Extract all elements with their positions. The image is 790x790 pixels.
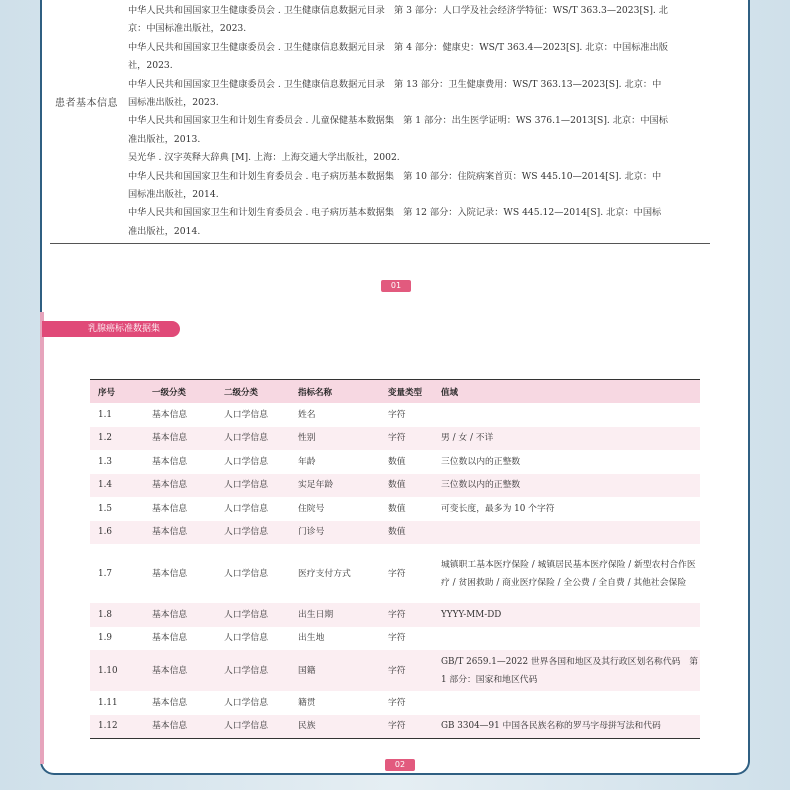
table-cell xyxy=(433,627,700,651)
table-cell: 人口学信息 xyxy=(224,456,268,467)
table-cell: 人口学信息 xyxy=(216,603,290,627)
table-cell: 年龄 xyxy=(298,456,316,467)
table-cell: 人口学信息 xyxy=(224,409,268,420)
section-title-tab: 乳腺癌标准数据集 xyxy=(42,321,180,337)
column-header: 值域 xyxy=(433,380,700,404)
reference-item: 中华人民共和国国家卫生和计划生育委员会 . 电子病历基本数据集 第 12 部分：入院记录：WS 445.12—2014[S]. 北京：中国标准出版社，2014. xyxy=(128,207,662,237)
table-cell: 基本信息 xyxy=(144,521,216,545)
dataset-table xyxy=(90,379,700,739)
reference-item: 吴光华 . 汉字英释大辞典 [M]. 上海：上海交通大学出版社，2002. xyxy=(128,152,400,164)
table-row xyxy=(90,627,700,651)
table-row xyxy=(90,474,700,498)
table-cell: 城镇职工基本医疗保险 / 城镇居民基本医疗保险 / 新型农村合作医疗 / 贫困救助 / 商业医疗保险 / 全公费 / 全自费 / 其他社会保险 xyxy=(441,559,696,588)
column-header: 变量类型 xyxy=(380,380,433,404)
table-cell: 1.6 xyxy=(90,521,144,545)
table-cell: 基本信息 xyxy=(144,427,216,451)
column-header: 指标名称 xyxy=(290,380,380,404)
table-cell: 1.5 xyxy=(98,503,112,514)
page-number-2: 02 xyxy=(385,759,415,771)
table-cell: 性别 xyxy=(290,427,380,451)
table-row xyxy=(90,521,700,545)
table-cell xyxy=(433,691,700,715)
table-cell: 可变长度，最多为 10 个字符 xyxy=(441,503,555,514)
table-cell: 字符 xyxy=(388,697,406,708)
table-cell: 人口学信息 xyxy=(216,715,290,739)
table-row xyxy=(90,544,700,603)
reference-category-label: 患者基本信息 xyxy=(55,98,118,109)
table-row xyxy=(90,603,700,627)
table-cell: 人口学信息 xyxy=(224,697,268,708)
table-cell: 基本信息 xyxy=(152,697,188,708)
table-cell: 民族 xyxy=(290,715,380,739)
table-cell: 1.11 xyxy=(98,697,118,708)
table-cell: 1.8 xyxy=(90,603,144,627)
table-cell: 实足年龄 xyxy=(290,474,380,498)
reference-item: 中华人民共和国国家卫生和计划生育委员会 . 电子病历基本数据集 第 10 部分：住院病案首页：WS 445.10—2014[S]. 北京：中国标准出版社，2014. xyxy=(128,170,662,201)
table-cell: 男 / 女 / 不详 xyxy=(433,427,700,451)
table-cell: 数值 xyxy=(380,521,433,545)
table-cell: 字符 xyxy=(380,603,433,627)
table-cell: YYYY-MM-DD xyxy=(433,603,700,627)
table-row xyxy=(90,650,700,691)
reference-item: 中华人民共和国国家卫生和计划生育委员会 . 儿童保健基本数据集 第 1 部分：出生医学证明：WS 376.1—2013[S]. 北京：中国标准出版社，2013. xyxy=(128,115,668,145)
table-cell: 出生日期 xyxy=(290,603,380,627)
column-header: 二级分类 xyxy=(216,380,290,404)
table-cell: 字符 xyxy=(380,427,433,451)
table-cell: 姓名 xyxy=(298,409,316,420)
table-cell: 字符 xyxy=(388,633,406,644)
reference-item: 中华人民共和国国家卫生健康委员会 . 卫生健康信息数据元目录 第 13 部分：卫生健康费用：WS/T 363.13—2023[S]. 北京：中国标准出版社，2023. xyxy=(128,78,662,109)
table-cell: 数值 xyxy=(380,474,433,498)
table-cell xyxy=(433,403,700,427)
table-cell: 基本信息 xyxy=(144,603,216,627)
table-cell: 基本信息 xyxy=(144,715,216,739)
column-header: 一级分类 xyxy=(144,380,216,404)
table-cell: 国籍 xyxy=(290,650,380,691)
table-cell: 基本信息 xyxy=(152,633,188,644)
table-cell: GB 3304—91 中国各民族名称的罗马字母拼写法和代码 xyxy=(433,715,700,739)
table-cell: 籍贯 xyxy=(298,697,316,708)
table-row xyxy=(90,403,700,427)
table-cell: 人口学信息 xyxy=(216,521,290,545)
table-row xyxy=(90,450,700,474)
table-cell: 人口学信息 xyxy=(224,568,268,579)
table-cell: 1.12 xyxy=(90,715,144,739)
table-cell: 三位数以内的正整数 xyxy=(441,456,521,467)
table-cell: 住院号 xyxy=(298,503,325,514)
table-row xyxy=(90,691,700,715)
table-cell xyxy=(433,521,700,545)
table-cell: 人口学信息 xyxy=(224,633,268,644)
table-row xyxy=(90,427,700,451)
table-cell: 出生地 xyxy=(298,633,325,644)
reference-item: 中华人民共和国国家卫生健康委员会 . 卫生健康信息数据元目录 第 4 部分：健康史：WS/T 363.4—2023[S]. 北京：中国标准出版社，2023. xyxy=(128,41,668,72)
table-cell: 基本信息 xyxy=(144,474,216,498)
column-header: 序号 xyxy=(90,380,144,404)
reference-divider xyxy=(50,243,710,244)
table-cell: GB/T 2659.1—2022 世界各国和地区及其行政区划名称代码 第 1 部分：国家和地区代码 xyxy=(433,650,700,691)
table-row xyxy=(90,497,700,521)
table-cell: 数值 xyxy=(388,456,406,467)
table-cell: 1.1 xyxy=(98,409,112,420)
table-cell: 三位数以内的正整数 xyxy=(433,474,700,498)
reference-list xyxy=(128,2,668,241)
table-cell: 基本信息 xyxy=(152,568,188,579)
table-cell: 医疗支付方式 xyxy=(298,568,351,579)
table-cell: 基本信息 xyxy=(152,456,188,467)
table-cell: 基本信息 xyxy=(152,409,188,420)
table-cell: 字符 xyxy=(388,409,406,420)
table-cell: 字符 xyxy=(388,568,406,579)
table-cell: 1.10 xyxy=(90,650,144,691)
table-cell: 1.2 xyxy=(90,427,144,451)
table-cell: 人口学信息 xyxy=(224,503,268,514)
table-cell: 基本信息 xyxy=(144,650,216,691)
page-edge-strip xyxy=(40,312,44,764)
table-cell: 人口学信息 xyxy=(216,427,290,451)
table-cell: 1.3 xyxy=(98,456,112,467)
table-cell: 人口学信息 xyxy=(216,474,290,498)
table-row xyxy=(90,715,700,739)
table-cell: 1.4 xyxy=(90,474,144,498)
reference-item: 中华人民共和国国家卫生健康委员会 . 卫生健康信息数据元目录 第 3 部分：人口学及社会经济学特征：WS/T 363.3—2023[S]. 北京：中国标准出版社，2023. xyxy=(128,5,668,35)
table-cell: 1.9 xyxy=(98,633,112,644)
table-cell: 1.7 xyxy=(98,568,112,579)
table-cell: 门诊号 xyxy=(290,521,380,545)
table-cell: 基本信息 xyxy=(152,503,188,514)
table-cell: 人口学信息 xyxy=(216,650,290,691)
table-cell: 字符 xyxy=(380,715,433,739)
page-number-1: 01 xyxy=(381,280,411,292)
table-cell: 字符 xyxy=(380,650,433,691)
table-cell: 数值 xyxy=(388,503,406,514)
table-header-row xyxy=(90,380,700,404)
